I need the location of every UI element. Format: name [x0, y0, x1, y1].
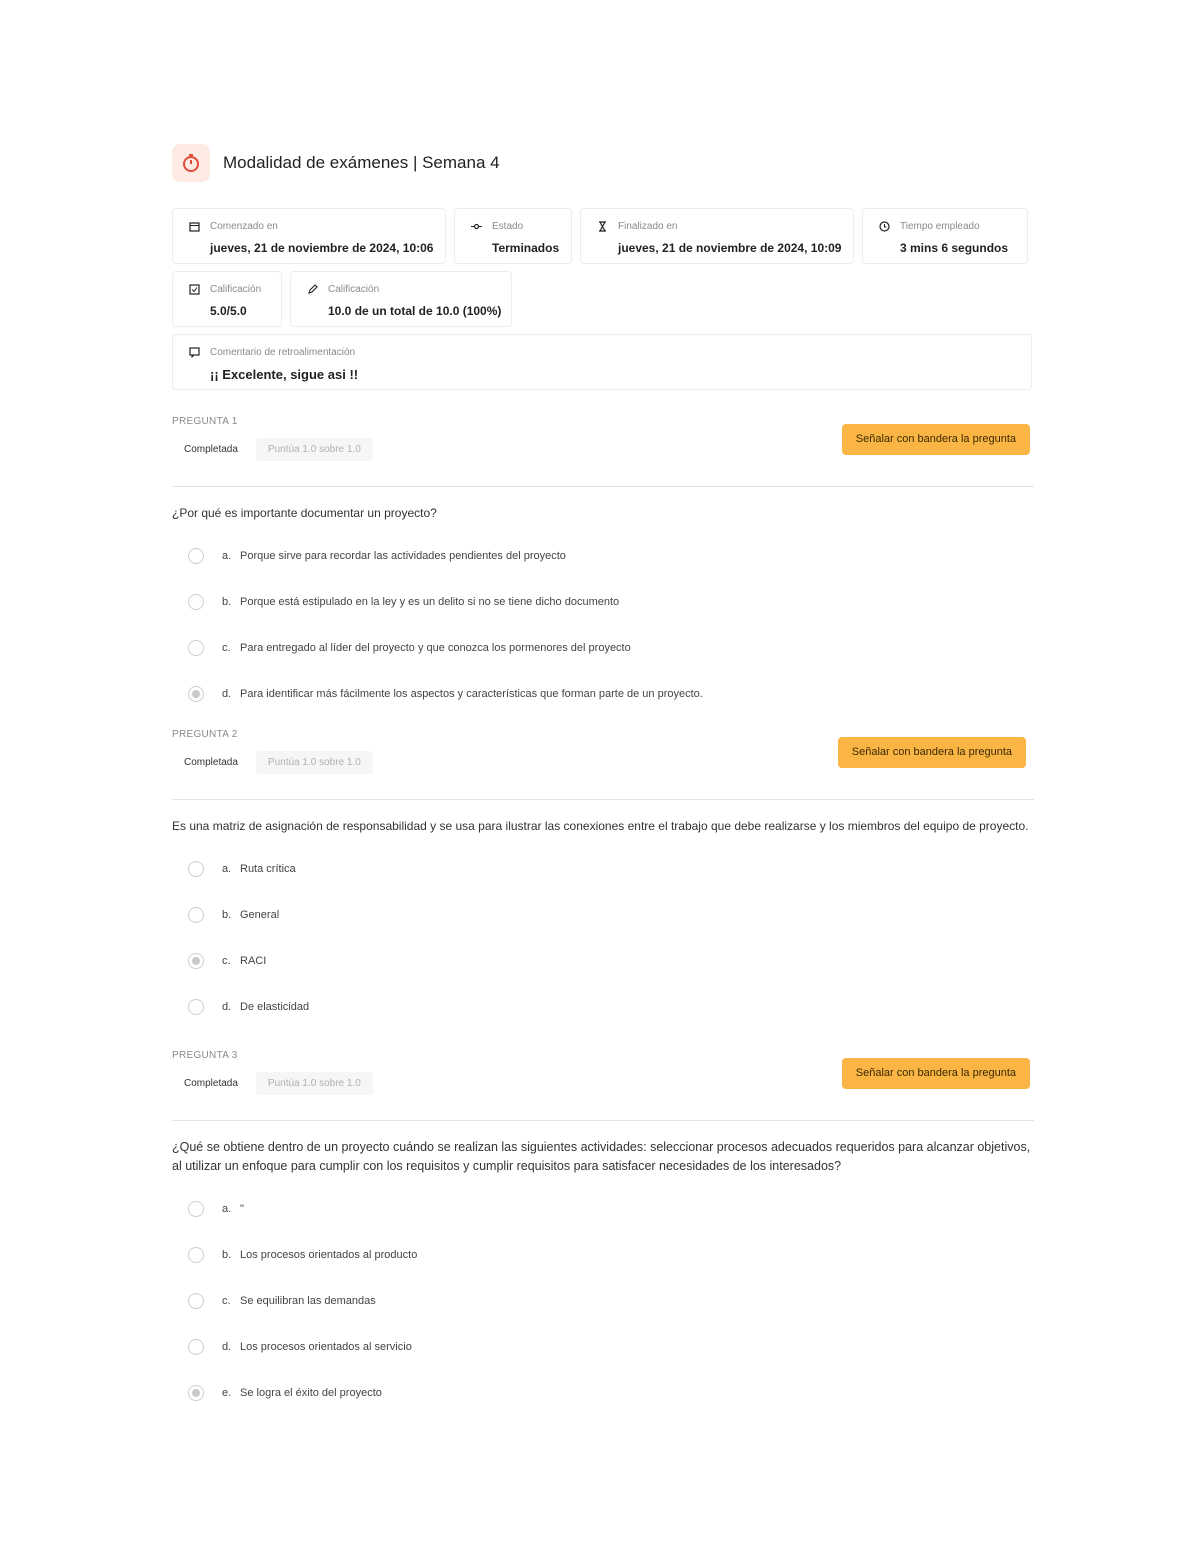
radio-button[interactable] [188, 548, 204, 564]
option-letter: d. [222, 1001, 232, 1013]
hourglass-icon [595, 219, 609, 233]
meta-row-1 [172, 208, 1034, 264]
option-letter: d. [222, 1341, 232, 1353]
flag-question-button[interactable]: Señalar con bandera la pregunta [842, 1058, 1030, 1089]
divider [172, 1120, 1034, 1121]
option-letter: a. [222, 863, 232, 875]
finished-value: jueves, 21 de noviembre de 2024, 10:09 [618, 241, 842, 255]
pencil-icon [305, 282, 319, 296]
option-text: Porque está estipulado en la ley y es un delito si no se tiene dicho documento [240, 596, 620, 608]
flag-question-button[interactable]: Señalar con bandera la pregunta [838, 737, 1026, 768]
radio-button[interactable] [188, 999, 204, 1015]
radio-button-selected[interactable] [188, 686, 204, 702]
radio-button[interactable] [188, 1247, 204, 1263]
option-text: Se equilibran las demandas [240, 1295, 376, 1307]
option-letter: a. [222, 550, 232, 562]
option-e[interactable] [172, 1370, 1034, 1416]
radio-button[interactable] [188, 907, 204, 923]
option-c[interactable] [172, 1278, 1034, 1324]
option-letter: b. [222, 909, 232, 921]
option-d[interactable] [172, 984, 1034, 1030]
started-label: Comenzado en [210, 220, 278, 232]
option-letter: c. [222, 955, 231, 967]
checkbox-icon [187, 282, 201, 296]
feedback-card [172, 334, 1032, 390]
grade1-card [172, 271, 282, 327]
question-number: PREGUNTA 1 [172, 416, 238, 427]
option-d[interactable] [172, 1324, 1034, 1370]
question-text: Es una matriz de asignación de responsabilidad y se usa para ilustrar las conexiones entre el trabajo que debe realizarse y los miembros del equipo de proyecto. [172, 819, 1029, 833]
radio-button[interactable] [188, 594, 204, 610]
radio-button[interactable] [188, 640, 204, 656]
page-title: Modalidad de exámenes | Semana 4 [223, 153, 500, 172]
divider [172, 486, 1034, 487]
option-d[interactable] [172, 671, 1034, 717]
option-letter: a. [222, 1203, 232, 1215]
grade2-value: 10.0 de un total de 10.0 (100%) [328, 304, 502, 318]
radio-button-selected[interactable] [188, 1385, 204, 1401]
option-text: RACI [240, 955, 267, 967]
option-c[interactable] [172, 625, 1034, 671]
option-c[interactable] [172, 938, 1034, 984]
option-letter: b. [222, 596, 232, 608]
state-card [454, 208, 572, 264]
option-letter: c. [222, 1295, 231, 1307]
meta-row-3 [172, 334, 1034, 390]
option-b[interactable] [172, 1232, 1034, 1278]
time-label: Tiempo empleado [900, 220, 980, 232]
radio-button-selected[interactable] [188, 953, 204, 969]
question-header [172, 416, 1034, 480]
status-badge: Completada [172, 438, 250, 461]
option-text: Para entregado al líder del proyecto y que conozca los pormenores del proyecto [240, 642, 631, 654]
options-list [172, 846, 1034, 1030]
option-text: General [240, 909, 280, 921]
question-status [172, 438, 373, 461]
status-icon [469, 219, 483, 233]
score-badge: Puntúa 1.0 sobre 1.0 [256, 751, 373, 774]
question-text: ¿Por qué es importante documentar un proyecto? [172, 506, 437, 520]
option-b[interactable] [172, 892, 1034, 938]
radio-button[interactable] [188, 1339, 204, 1355]
question-number: PREGUNTA 2 [172, 729, 238, 740]
options-list [172, 1186, 1034, 1416]
calendar-icon [187, 219, 201, 233]
question-header [172, 1050, 1034, 1114]
started-card [172, 208, 446, 264]
options-list [172, 533, 1034, 717]
option-text: Los procesos orientados al servicio [240, 1341, 412, 1353]
radio-button[interactable] [188, 861, 204, 877]
score-badge: Puntúa 1.0 sobre 1.0 [256, 1072, 373, 1095]
grade2-label: Calificación [328, 283, 380, 295]
option-letter: e. [222, 1387, 232, 1399]
divider [172, 799, 1034, 800]
option-letter: d. [222, 688, 232, 700]
meta-row-2 [172, 271, 1034, 327]
question-2 [172, 729, 1034, 1030]
state-label: Estado [492, 220, 524, 232]
option-a[interactable] [172, 533, 1034, 579]
option-a[interactable] [172, 1186, 1034, 1232]
feedback-label: Comentario de retroalimentación [210, 346, 356, 358]
radio-button[interactable] [188, 1293, 204, 1309]
status-badge: Completada [172, 751, 250, 774]
option-text: Los procesos orientados al producto [240, 1249, 418, 1261]
radio-button[interactable] [188, 1201, 204, 1217]
grade1-value: 5.0/5.0 [210, 304, 247, 318]
option-text: Para identificar más fácilmente los aspectos y características que forman parte de un proyecto. [240, 688, 703, 700]
option-text: De elasticidad [240, 1001, 310, 1013]
feedback-value: ¡¡ Excelente, sigue asi !! [210, 367, 359, 382]
question-text: ¿Qué se obtiene dentro de un proyecto cuándo se realizan las siguientes actividades: seleccionar procesos adecuados requeridos para alcanzar objetivos, al utilizar un enfoque para cumplir con los requisitos y cumplir requisitos para satisfacer necesidades de los interesados? [172, 1140, 1031, 1173]
option-text: Porque sirve para recordar las actividades pendientes del proyecto [240, 550, 566, 562]
option-text: " [240, 1203, 244, 1215]
option-b[interactable] [172, 579, 1034, 625]
question-status [172, 1072, 373, 1095]
comment-icon [187, 345, 201, 359]
grade2-card [290, 271, 512, 327]
status-badge: Completada [172, 1072, 250, 1095]
option-letter: c. [222, 642, 231, 654]
time-card [862, 208, 1028, 264]
question-1 [172, 416, 1034, 717]
question-number: PREGUNTA 3 [172, 1050, 238, 1061]
page-header [172, 143, 1034, 183]
started-value: jueves, 21 de noviembre de 2024, 10:06 [210, 241, 434, 255]
question-status [172, 751, 373, 774]
option-text: Se logra el éxito del proyecto [240, 1387, 382, 1399]
option-letter: b. [222, 1249, 232, 1261]
question-header [172, 729, 1034, 793]
finished-label: Finalizado en [618, 220, 678, 232]
score-badge: Puntúa 1.0 sobre 1.0 [256, 438, 373, 461]
question-3 [172, 1050, 1034, 1416]
finished-card [580, 208, 854, 264]
quiz-review-page [172, 143, 1034, 1416]
time-value: 3 mins 6 segundos [900, 241, 1009, 255]
grade1-label: Calificación [210, 283, 262, 295]
clock-icon [877, 219, 891, 233]
timer-icon [172, 144, 210, 182]
option-a[interactable] [172, 846, 1034, 892]
state-value: Terminados [492, 241, 560, 255]
flag-question-button[interactable]: Señalar con bandera la pregunta [842, 424, 1030, 455]
option-text: Ruta crítica [240, 863, 296, 875]
